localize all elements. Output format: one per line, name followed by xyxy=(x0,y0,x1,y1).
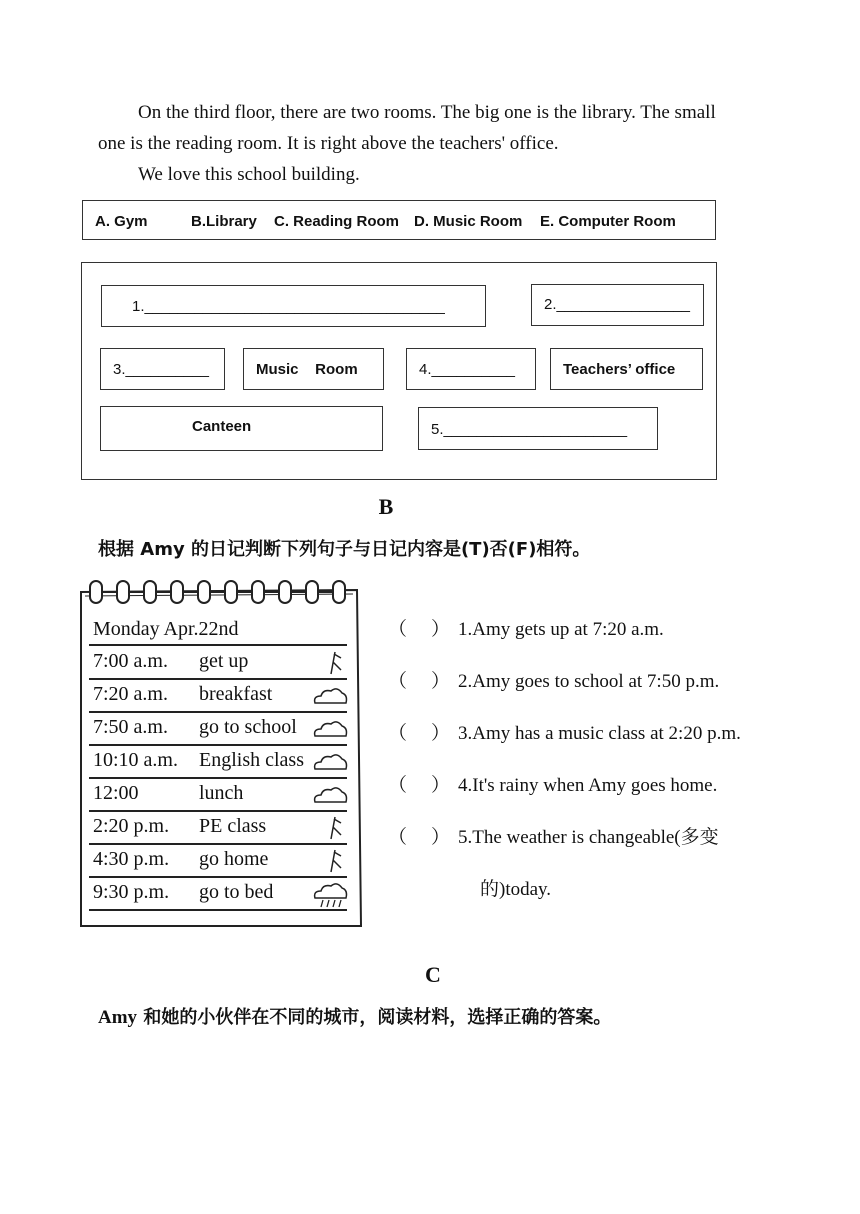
flag-icon xyxy=(311,848,345,874)
paren-open: （ xyxy=(388,827,408,848)
section-c-text: 和她的小伙伴在不同的城市，阅读材料，选择正确的答案。 xyxy=(137,1007,612,1028)
section-c-heading: C xyxy=(425,962,441,987)
diary-time: 7:50 a.m. xyxy=(93,716,168,738)
diary-time: 12:00 xyxy=(93,782,139,804)
diary-time: 4:30 p.m. xyxy=(93,848,170,870)
cloud-icon xyxy=(311,782,349,808)
room-blank-1[interactable] xyxy=(101,285,486,327)
diary-activity: go home xyxy=(199,848,269,870)
diary-activity: breakfast xyxy=(199,683,273,705)
option-d: D. Music Room xyxy=(414,213,523,230)
paren-close: ） xyxy=(431,619,451,640)
paren-open: （ xyxy=(388,723,408,744)
paren-open: （ xyxy=(388,671,408,692)
room-blank-4[interactable] xyxy=(406,348,536,390)
paren-close: ） xyxy=(431,723,451,744)
diary-activity: English class xyxy=(199,749,304,771)
music-room-label: Music Room xyxy=(256,361,358,378)
diary-time: 7:20 a.m. xyxy=(93,683,168,705)
diary-activity: get up xyxy=(199,650,249,672)
option-c: C. Reading Room xyxy=(274,213,400,230)
diary-time: 2:20 p.m. xyxy=(93,815,170,837)
paren-close: ） xyxy=(431,775,451,796)
option-a: A. Gym xyxy=(95,213,148,230)
paren-open: （ xyxy=(388,619,408,640)
room-blank-3[interactable] xyxy=(100,348,225,390)
statement-text: 4.It's rainy when Amy goes home. xyxy=(458,775,718,796)
diary-time: 10:10 a.m. xyxy=(93,749,178,771)
section-c-name: Amy xyxy=(98,1007,138,1028)
option-b: B.Library xyxy=(191,213,257,230)
statement-1 xyxy=(388,614,664,641)
blank-5-label: 5.______________________ xyxy=(431,421,628,438)
answer-bracket-5[interactable] xyxy=(388,822,458,849)
paren-open: （ xyxy=(388,775,408,796)
section-b-heading: B xyxy=(378,494,394,519)
rain-cloud-icon xyxy=(311,881,349,909)
answer-bracket-2[interactable] xyxy=(388,666,458,693)
section-c-instruction xyxy=(98,1003,611,1029)
diary-notebook xyxy=(79,578,362,928)
statement-5-continued: 的)today. xyxy=(480,879,552,900)
flag-icon xyxy=(311,815,345,841)
diary-row xyxy=(89,745,347,779)
blank-1-label: 1.____________________________________ xyxy=(132,298,445,315)
answer-bracket-3[interactable] xyxy=(388,718,458,745)
canteen-label: Canteen xyxy=(192,418,252,435)
passage-line-2: one is the reading room. It is right above the teachers' office. xyxy=(98,133,559,154)
diary-activity: PE class xyxy=(199,815,267,837)
diary-row xyxy=(89,712,347,746)
statement-2 xyxy=(388,666,719,693)
room-blank-5[interactable] xyxy=(418,407,658,450)
statement-text: 3.Amy has a music class at 2:20 p.m. xyxy=(458,723,741,744)
room-blank-2[interactable] xyxy=(531,284,704,326)
room-canteen xyxy=(100,406,383,451)
paren-close: ） xyxy=(431,671,451,692)
diary-row xyxy=(89,679,347,713)
passage-line-3: We love this school building. xyxy=(138,164,360,185)
diary-time: 7:00 a.m. xyxy=(93,650,168,672)
diary-row xyxy=(89,811,347,845)
blank-2-label: 2.________________ xyxy=(544,296,690,313)
blank-4-label: 4.__________ xyxy=(419,361,515,378)
paren-close: ） xyxy=(431,827,451,848)
section-b-instruction: 根据 Amy 的日记判断下列句子与日记内容是(T)否(F)相符。 xyxy=(98,539,591,560)
statement-text: 1.Amy gets up at 7:20 a.m. xyxy=(458,619,664,640)
diary-activity: go to bed xyxy=(199,881,274,903)
diary-row xyxy=(89,778,347,812)
statement-4 xyxy=(388,770,717,797)
statement-text: 2.Amy goes to school at 7:50 p.m. xyxy=(458,671,720,692)
diary-activity: go to school xyxy=(199,716,297,738)
statement-3 xyxy=(388,718,741,745)
cloud-icon xyxy=(311,683,349,709)
teachers-office-label: Teachers’ office xyxy=(563,361,676,378)
passage-line-1: On the third floor, there are two rooms. The big one is the library. The small xyxy=(138,102,716,123)
answer-bracket-4[interactable] xyxy=(388,770,458,797)
option-e: E. Computer Room xyxy=(540,213,676,230)
diary-row xyxy=(89,646,347,680)
flag-icon xyxy=(311,650,345,676)
options-box xyxy=(82,200,716,240)
floor-plan xyxy=(81,262,717,480)
room-teachers-office xyxy=(550,348,703,390)
answer-bracket-1[interactable] xyxy=(388,614,458,641)
room-music xyxy=(243,348,384,390)
diary-activity: lunch xyxy=(199,782,244,804)
cloud-icon xyxy=(311,716,349,742)
cloud-icon xyxy=(311,749,349,775)
blank-3-label: 3.__________ xyxy=(113,361,209,378)
statement-5 xyxy=(388,822,719,849)
diary-row xyxy=(89,877,347,911)
spiral-rings xyxy=(79,578,362,608)
diary-row xyxy=(89,844,347,878)
diary-date: Monday Apr.22nd xyxy=(93,618,239,640)
diary-time: 9:30 p.m. xyxy=(93,881,170,903)
statement-text: 5.The weather is changeable(多变 xyxy=(458,827,719,848)
